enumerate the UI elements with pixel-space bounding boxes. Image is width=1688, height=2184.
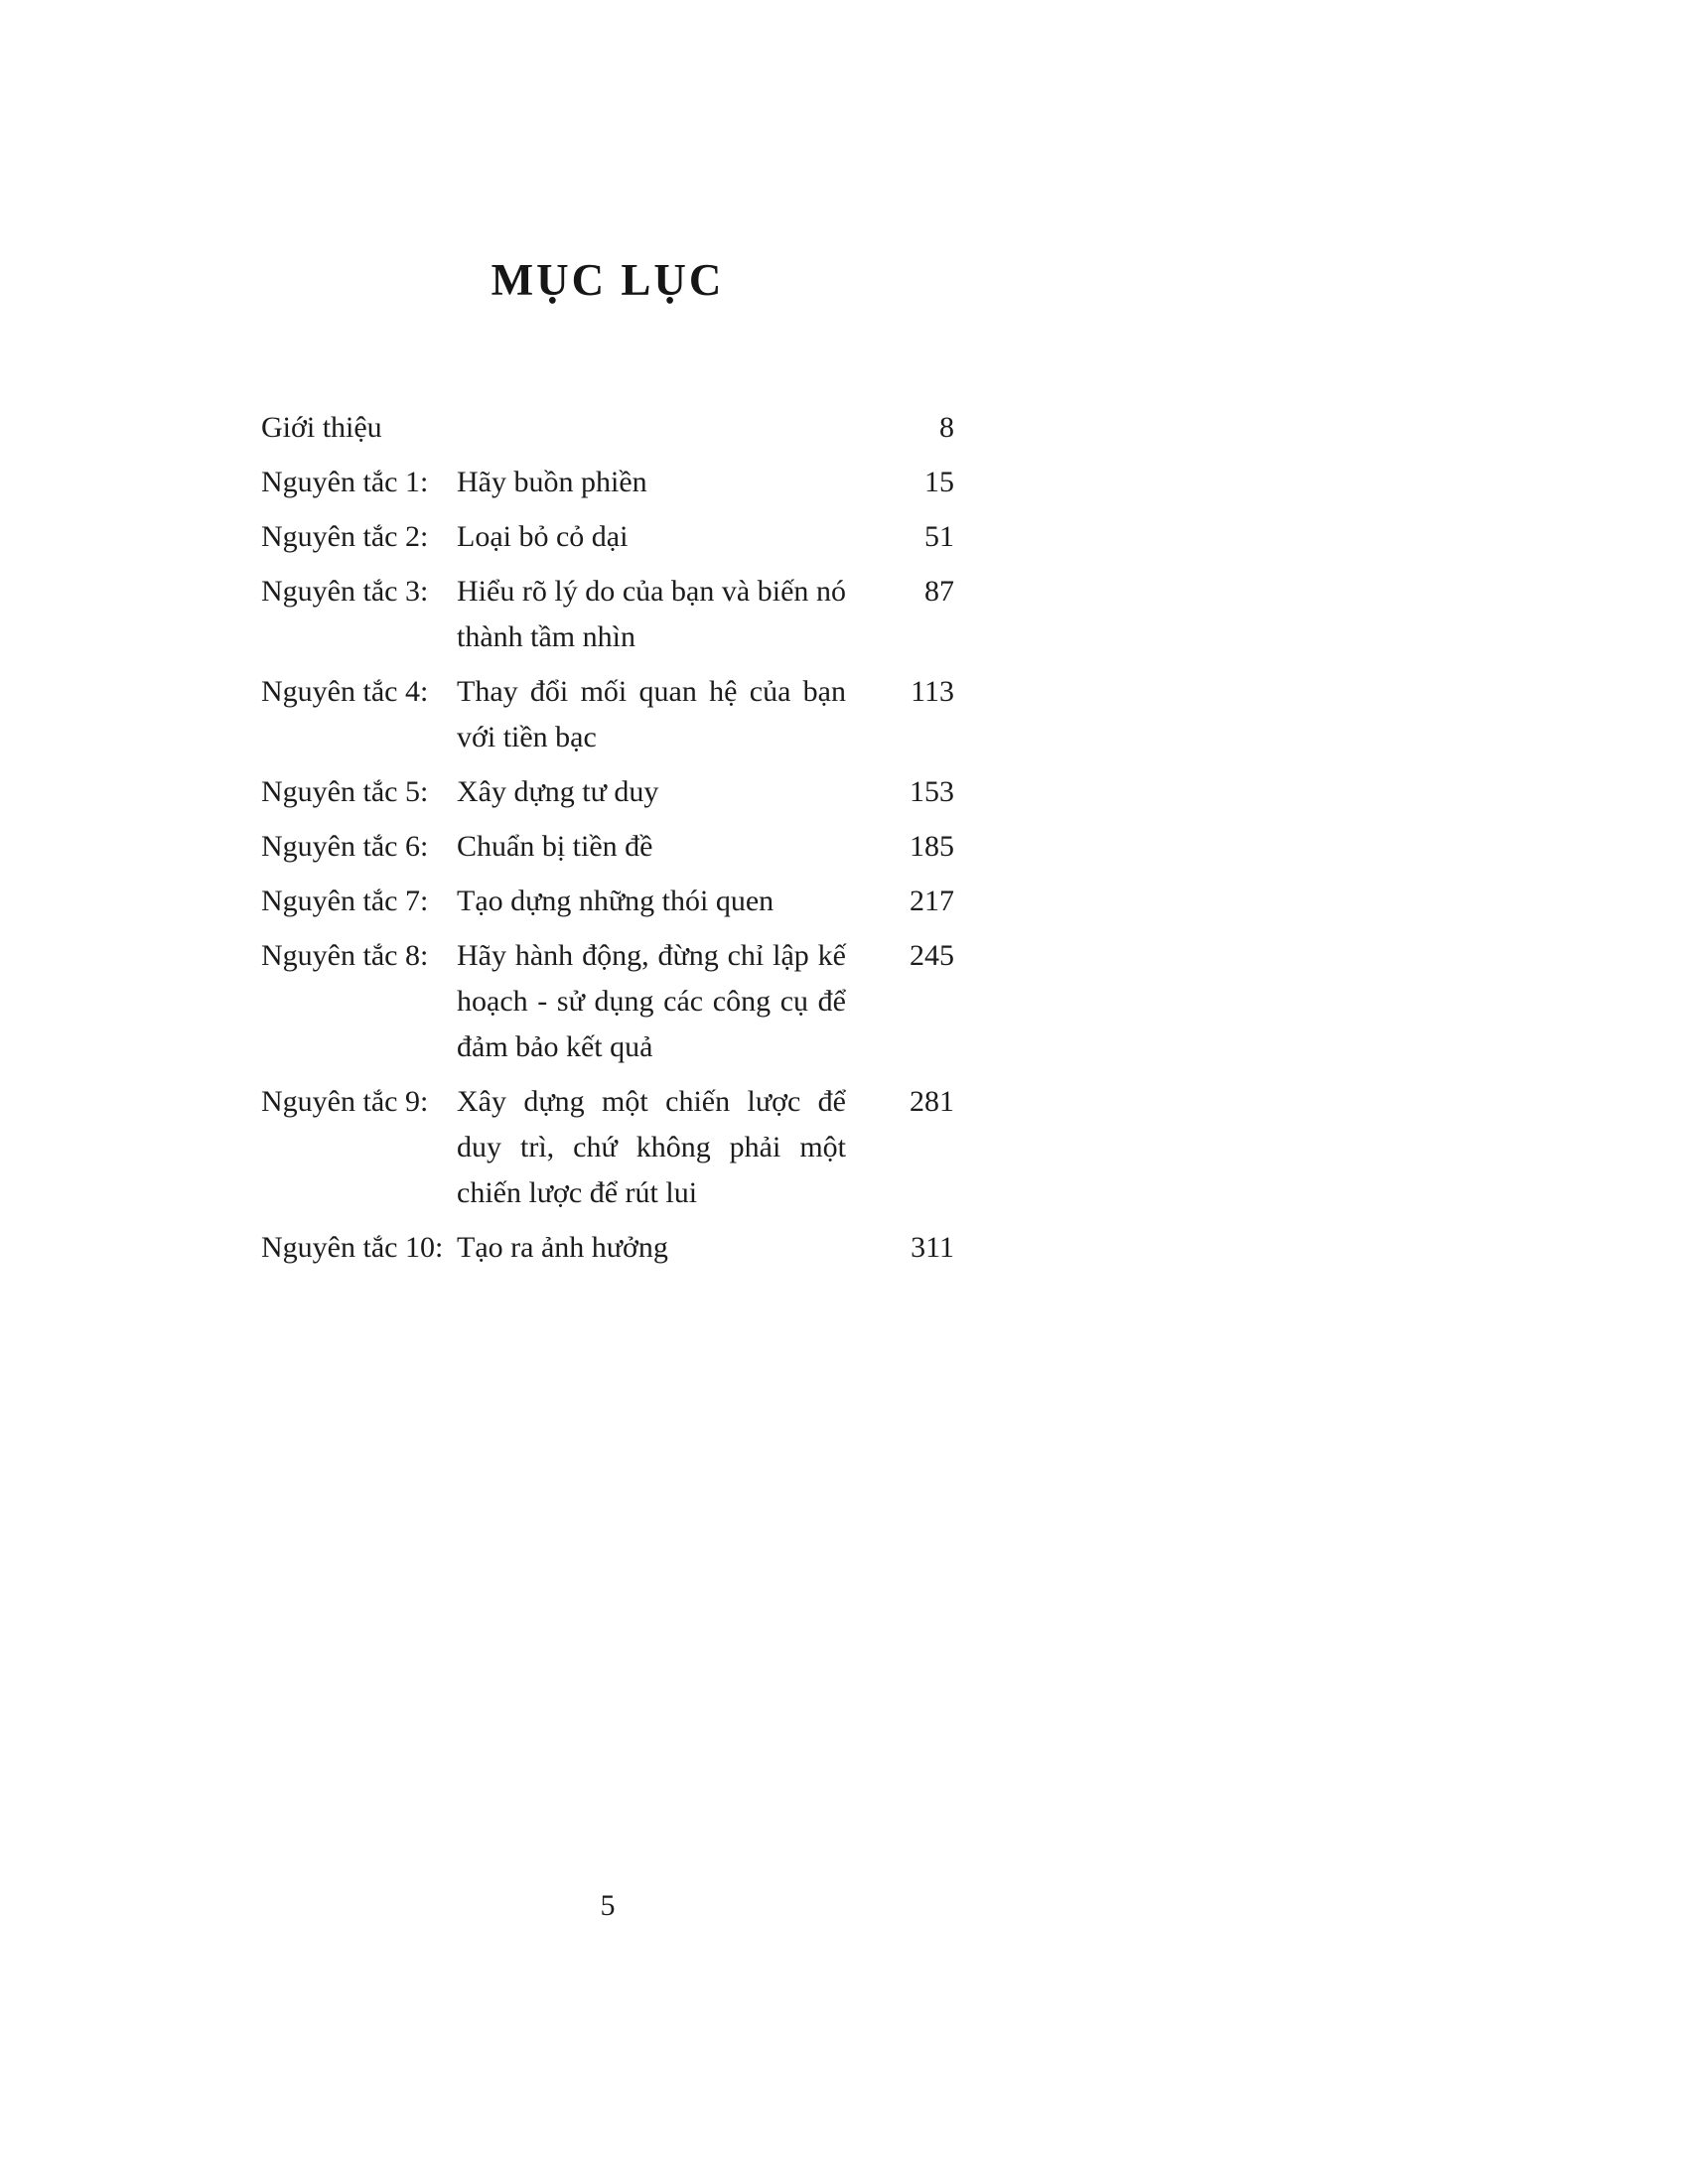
toc-entry-title: Hiểu rõ lý do của bạn và biến nó thành tầm nhìn	[457, 575, 846, 653]
toc-entry	[261, 1225, 954, 1271]
toc-list	[261, 405, 954, 1271]
footer-page-number: 5	[600, 1889, 616, 1922]
toc-entry-label: Nguyên tắc 5:	[261, 775, 429, 808]
toc-entry	[261, 769, 954, 815]
toc-entry-label: Giới thiệu	[261, 411, 382, 444]
toc-entry	[261, 879, 954, 924]
toc-entry-page: 281	[910, 1085, 954, 1118]
toc-entry-page: 311	[911, 1231, 954, 1264]
toc-entry-label: Nguyên tắc 6:	[261, 830, 429, 863]
toc-entry-label: Nguyên tắc 3:	[261, 575, 429, 608]
toc-entry	[261, 1079, 954, 1216]
toc-entry	[261, 824, 954, 870]
toc-entry-label: Nguyên tắc 1:	[261, 466, 429, 498]
toc-entry-page: 15	[924, 466, 954, 498]
page-title: MỤC LỤC	[491, 255, 725, 305]
toc-entry-page: 217	[910, 885, 954, 917]
toc-content	[261, 0, 954, 1280]
toc-entry-page: 87	[924, 575, 954, 608]
toc-entry-title: Tạo ra ảnh hưởng	[457, 1231, 668, 1264]
toc-entry-page: 51	[924, 520, 954, 553]
toc-entry-page: 185	[910, 830, 954, 863]
toc-entry-title: Hãy hành động, đừng chỉ lập kế hoạch - sử dụng các công cụ để đảm bảo kết quả	[457, 939, 846, 1063]
toc-entry-page: 245	[910, 939, 954, 972]
toc-entry	[261, 933, 954, 1070]
toc-entry-label: Nguyên tắc 7:	[261, 885, 429, 917]
toc-entry-title: Xây dựng tư duy	[457, 775, 659, 808]
toc-entry-page: 113	[911, 675, 954, 708]
toc-entry	[261, 460, 954, 505]
toc-entry-title: Tạo dựng những thói quen	[457, 885, 774, 917]
toc-entry	[261, 514, 954, 560]
toc-entry-title: Chuẩn bị tiền đề	[457, 830, 653, 863]
toc-entry-title: Xây dựng một chiến lược để duy trì, chứ không phải một chiến lược để rút lui	[457, 1085, 846, 1209]
toc-entry	[261, 569, 954, 660]
toc-entry-title: Hãy buồn phiền	[457, 466, 647, 498]
toc-entry-label: Nguyên tắc 10:	[261, 1231, 444, 1264]
toc-entry-label: Nguyên tắc 8:	[261, 939, 429, 972]
toc-entry	[261, 405, 954, 451]
toc-entry-title: Loại bỏ cỏ dại	[457, 520, 629, 553]
toc-entry-label: Nguyên tắc 2:	[261, 520, 429, 553]
toc-entry-label: Nguyên tắc 4:	[261, 675, 429, 708]
toc-entry-page: 153	[910, 775, 954, 808]
toc-entry-title: Thay đổi mối quan hệ của bạn với tiền bạc	[457, 675, 846, 753]
toc-entry-page: 8	[939, 411, 954, 444]
toc-entry	[261, 669, 954, 760]
toc-entry-label: Nguyên tắc 9:	[261, 1085, 429, 1118]
